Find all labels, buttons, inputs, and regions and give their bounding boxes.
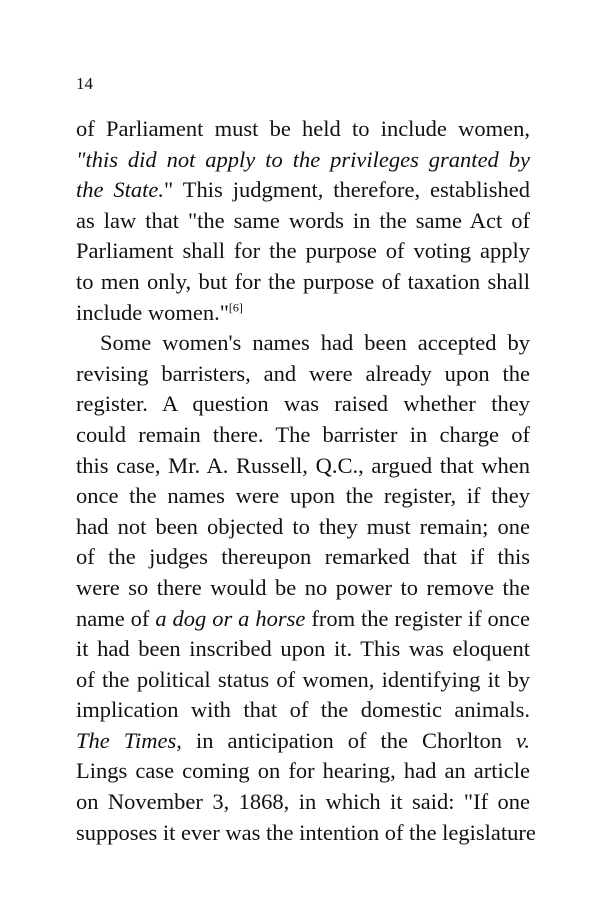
footnote-reference[interactable]: [6]: [228, 300, 243, 315]
text-line: [76, 604, 530, 635]
text-line: [76, 726, 530, 757]
text-line: [76, 298, 530, 329]
text-line: implication with that of the domestic animals.: [76, 697, 530, 723]
text-line: of the political status of women, identifying it by: [76, 666, 530, 692]
text-line: Parliament shall for the purpose of voting apply: [76, 238, 530, 264]
text-span: from the register if once: [305, 605, 531, 631]
page-number: 14: [76, 74, 93, 93]
italic-quote: the State.: [76, 177, 165, 203]
text-span: include women.": [76, 299, 229, 325]
text-line: had not been objected to they must remain; one: [76, 513, 530, 539]
text-line: [76, 175, 530, 206]
italic-quote: "this did not apply to the privileges granted by: [76, 146, 530, 172]
text-line: once the names were upon the register, if they: [76, 483, 530, 509]
paragraph: [76, 114, 530, 328]
text-span: , in anticipation of the Chorlton: [176, 727, 517, 753]
text-line: of Parliament must be held to include women,: [76, 116, 530, 141]
text-line: this case, Mr. A. Russell, Q.C., argued that when: [76, 452, 530, 478]
text-line: of the judges thereupon remarked that if this: [76, 544, 530, 570]
text-line: it had been inscribed upon it. This was eloquent: [76, 636, 530, 662]
text-line: were so there would be no power to remove the: [76, 574, 530, 600]
text-line: could remain there. The barrister in charge of: [76, 421, 530, 447]
italic-title: The Times: [76, 727, 177, 753]
paragraph: [76, 328, 536, 848]
text-span: name of: [76, 605, 156, 631]
text-line: to men only, but for the purpose of taxation shall: [76, 268, 530, 294]
text-line: as law that "the same words in the same Act of: [76, 207, 530, 233]
text-line: register. A question was raised whether they: [76, 391, 530, 417]
text-line: [76, 145, 530, 176]
italic-abbrev: v.: [516, 727, 530, 753]
text-line: Some women's names had been accepted by: [100, 330, 530, 356]
text-line: on November 3, 1868, in which it said: "If one: [76, 789, 530, 815]
text-line: Lings case coming on for hearing, had an article: [76, 758, 530, 784]
text-line: revising barristers, and were already upon the: [76, 360, 530, 386]
text-span: " This judgment, therefore, established: [164, 177, 530, 203]
body-text: [76, 114, 536, 848]
italic-phrase: a dog or a horse: [155, 605, 306, 631]
text-line: supposes it ever was the intention of the legislature: [76, 819, 536, 845]
